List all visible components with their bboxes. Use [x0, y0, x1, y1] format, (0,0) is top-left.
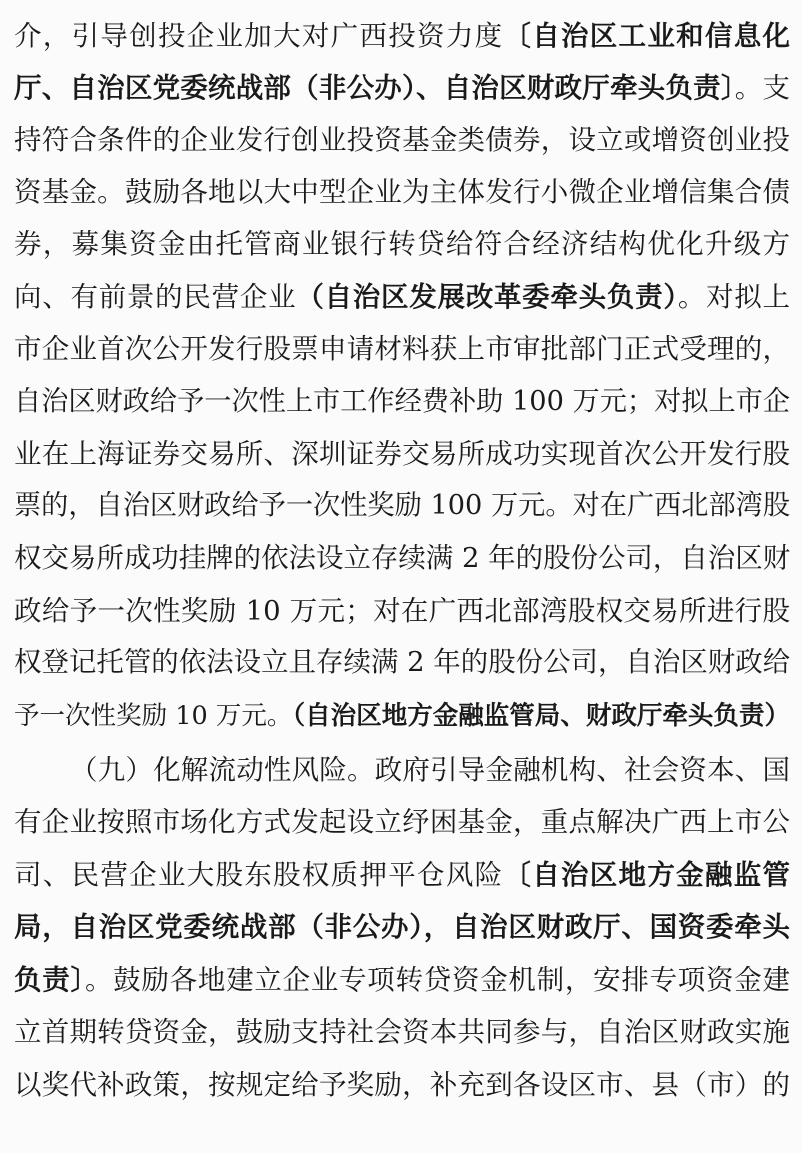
- text-line: [14, 643, 790, 683]
- text-line: [14, 224, 790, 264]
- body-text: 市企业首次公开发行股票申请材料获上市审批部门正式受理的，: [14, 333, 790, 365]
- body-text: 业在上海证券交易所、深圳证券交易所成功实现首次公开发行股: [14, 438, 790, 470]
- text-line: [14, 486, 790, 526]
- text-line: [14, 16, 790, 56]
- body-text: 权交易所成功挂牌的依法设立存续满 2 年的股份公司，自治区财: [14, 543, 791, 574]
- body-text: 向、有前景的民营企业: [14, 281, 297, 313]
- body-text: 权登记托管的依法设立且存续满 2 年的股份公司，自治区财政给: [14, 647, 791, 678]
- text-line: [14, 539, 790, 579]
- text-line: [14, 329, 790, 369]
- body-text: 有企业按照市场化方式发起设立纾困基金，重点解决广西上市公: [14, 806, 790, 838]
- body-text: 以奖代补政策，按规定给予奖励，补充到各设区市、县（市）的: [14, 1069, 790, 1101]
- responsible-department-text: 厅、自治区党委统战部（非公办）、自治区财政厅牵头负责〕: [14, 72, 735, 104]
- text-line: [14, 382, 790, 422]
- responsible-department-text: 〔自治区工业和信息化: [503, 20, 791, 52]
- body-text: （九）化解流动性风险。政府引导金融机构、社会资本、国: [70, 754, 790, 786]
- responsible-department-text: （自治区发展改革委牵头负责）: [296, 281, 678, 313]
- body-text: 介，引导创投企业加大对广西投资力度: [14, 20, 504, 52]
- body-text: 持符合条件的企业发行创业投资基金类债券，设立或增资创业投: [14, 124, 790, 156]
- text-line: [14, 802, 790, 842]
- text-line: [14, 277, 790, 317]
- body-text: 立首期转贷资金，鼓励支持社会资本共同参与，自治区财政实施: [14, 1016, 790, 1048]
- body-text: 政给予一次性奖励 10 万元；对在广西北部湾股权交易所进行股: [14, 595, 790, 627]
- text-line: [14, 960, 790, 1000]
- text-line: [14, 907, 790, 947]
- text-line: [14, 68, 790, 108]
- body-text: 资基金。鼓励各地以大中型企业为主体发行小微企业增信集合债: [14, 176, 790, 208]
- body-text: 券，募集资金由托管商业银行转贷给符合经济结构优化升级方: [14, 228, 790, 260]
- body-text: 予一次性奖励 10 万元。: [14, 701, 293, 731]
- responsible-department-text: （自治区地方金融监管局、财政厅牵头负责）: [292, 701, 790, 731]
- text-line: [14, 591, 790, 631]
- body-text: 。鼓励各地建立企业专项转贷资金机制，安排专项资金建: [84, 964, 791, 996]
- body-text: 。对拟上: [677, 281, 791, 313]
- text-line: [14, 1065, 790, 1105]
- responsible-department-text: 〔自治区地方金融监管: [503, 859, 791, 891]
- text-line: [14, 855, 790, 895]
- text-line: [14, 172, 790, 212]
- responsible-department-text: 局，自治区党委统战部（非公办），自治区财政厅、国资委牵头: [14, 911, 790, 943]
- body-text: 。支: [734, 72, 791, 104]
- text-line: [14, 1012, 790, 1052]
- text-line: [14, 696, 790, 736]
- responsible-department-text: 负责〕: [14, 964, 85, 996]
- paragraph-heading-line: [70, 750, 790, 790]
- body-text: 自治区财政给予一次性上市工作经费补助 100 万元；对拟上市企: [14, 386, 790, 417]
- body-text: 司、民营企业大股东股权质押平仓风险: [14, 859, 504, 891]
- text-line: [14, 434, 790, 474]
- body-text: 票的，自治区财政给予一次性奖励 100 万元。对在广西北部湾股: [14, 490, 790, 521]
- text-line: [14, 120, 790, 160]
